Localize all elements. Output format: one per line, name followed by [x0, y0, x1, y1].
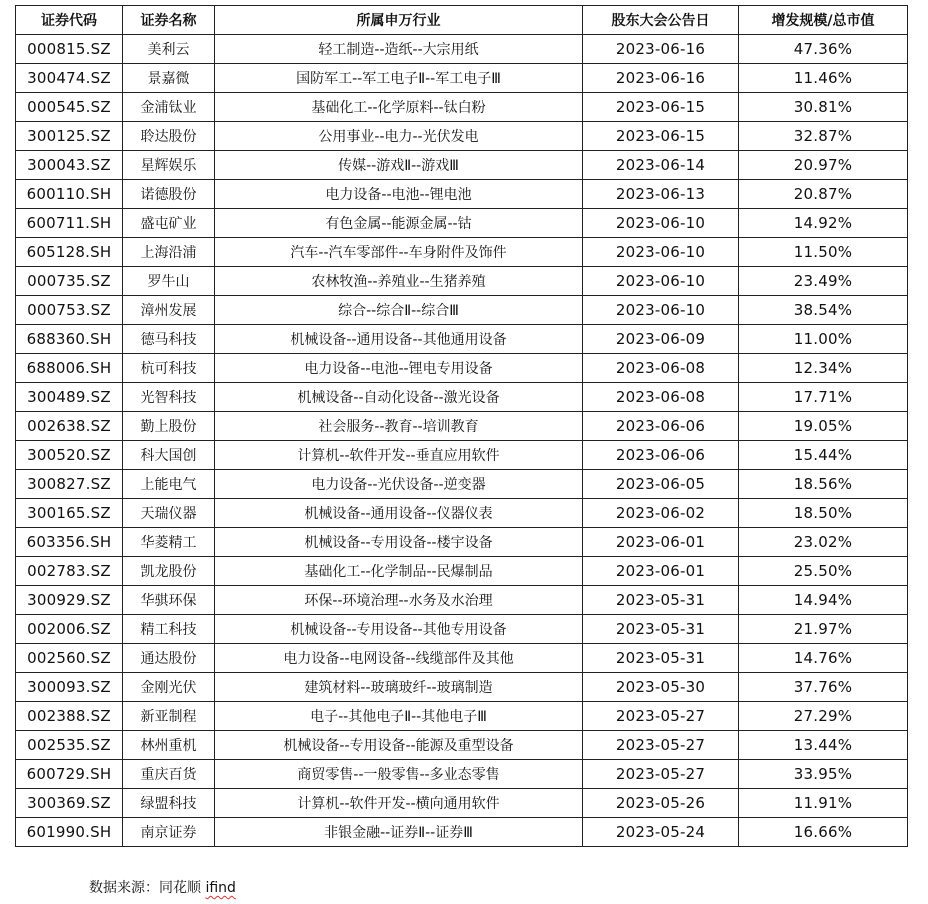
cell-meeting-date: 2023-06-16 [583, 64, 739, 93]
cell-meeting-date: 2023-06-01 [583, 528, 739, 557]
cell-industry: 国防军工--军工电子Ⅱ--军工电子Ⅲ [215, 64, 583, 93]
cell-meeting-date: 2023-05-31 [583, 586, 739, 615]
cell-name: 南京证券 [123, 818, 215, 847]
cell-ratio: 14.92% [739, 209, 908, 238]
cell-ratio: 19.05% [739, 412, 908, 441]
table-row [16, 93, 908, 122]
cell-meeting-date: 2023-06-08 [583, 354, 739, 383]
cell-industry: 机械设备--专用设备--其他专用设备 [215, 615, 583, 644]
header-ratio: 增发规模/总市值 [739, 6, 908, 35]
cell-industry: 机械设备--专用设备--楼宇设备 [215, 528, 583, 557]
cell-meeting-date: 2023-05-27 [583, 760, 739, 789]
cell-meeting-date: 2023-06-10 [583, 296, 739, 325]
table-row [16, 35, 908, 64]
cell-industry: 电力设备--光伏设备--逆变器 [215, 470, 583, 499]
cell-name: 盛屯矿业 [123, 209, 215, 238]
cell-code: 600729.SH [16, 760, 123, 789]
cell-ratio: 23.49% [739, 267, 908, 296]
cell-meeting-date: 2023-06-15 [583, 93, 739, 122]
cell-code: 300093.SZ [16, 673, 123, 702]
cell-industry: 汽车--汽车零部件--车身附件及饰件 [215, 238, 583, 267]
cell-name: 诺德股份 [123, 180, 215, 209]
cell-industry: 轻工制造--造纸--大宗用纸 [215, 35, 583, 64]
table-row [16, 267, 908, 296]
table-row [16, 673, 908, 702]
table-header [16, 6, 908, 35]
data-source-label: 数据来源：同花顺 [89, 880, 206, 896]
table-row [16, 238, 908, 267]
cell-ratio: 23.02% [739, 528, 908, 557]
table-body [16, 35, 908, 847]
header-meeting-date: 股东大会公告日 [583, 6, 739, 35]
cell-industry: 环保--环境治理--水务及水治理 [215, 586, 583, 615]
cell-code: 300369.SZ [16, 789, 123, 818]
placement-table [15, 5, 908, 847]
cell-industry: 电力设备--电池--锂电专用设备 [215, 354, 583, 383]
cell-code: 300043.SZ [16, 151, 123, 180]
header-row [16, 6, 908, 35]
cell-meeting-date: 2023-06-15 [583, 122, 739, 151]
cell-ratio: 14.94% [739, 586, 908, 615]
table-row [16, 470, 908, 499]
cell-industry: 机械设备--通用设备--仪器仪表 [215, 499, 583, 528]
cell-code: 002388.SZ [16, 702, 123, 731]
cell-code: 000753.SZ [16, 296, 123, 325]
cell-name: 光智科技 [123, 383, 215, 412]
table-row [16, 499, 908, 528]
header-industry: 所属申万行业 [215, 6, 583, 35]
cell-name: 金浦钛业 [123, 93, 215, 122]
cell-code: 300929.SZ [16, 586, 123, 615]
cell-ratio: 15.44% [739, 441, 908, 470]
table-row [16, 325, 908, 354]
cell-code: 688360.SH [16, 325, 123, 354]
cell-name: 科大国创 [123, 441, 215, 470]
cell-code: 300125.SZ [16, 122, 123, 151]
cell-meeting-date: 2023-06-08 [583, 383, 739, 412]
cell-ratio: 38.54% [739, 296, 908, 325]
cell-industry: 电力设备--电池--锂电池 [215, 180, 583, 209]
cell-industry: 电子--其他电子Ⅱ--其他电子Ⅲ [215, 702, 583, 731]
cell-ratio: 20.87% [739, 180, 908, 209]
cell-name: 天瑞仪器 [123, 499, 215, 528]
cell-industry: 传媒--游戏Ⅱ--游戏Ⅲ [215, 151, 583, 180]
cell-meeting-date: 2023-05-31 [583, 644, 739, 673]
cell-meeting-date: 2023-06-09 [583, 325, 739, 354]
cell-code: 603356.SH [16, 528, 123, 557]
cell-ratio: 18.56% [739, 470, 908, 499]
cell-industry: 非银金融--证券Ⅱ--证券Ⅲ [215, 818, 583, 847]
cell-industry: 基础化工--化学制品--民爆制品 [215, 557, 583, 586]
cell-meeting-date: 2023-05-30 [583, 673, 739, 702]
table-row [16, 702, 908, 731]
cell-name: 绿盟科技 [123, 789, 215, 818]
cell-ratio: 21.97% [739, 615, 908, 644]
cell-name: 华菱精工 [123, 528, 215, 557]
cell-industry: 农林牧渔--养殖业--生猪养殖 [215, 267, 583, 296]
cell-name: 杭可科技 [123, 354, 215, 383]
header-name: 证券名称 [123, 6, 215, 35]
cell-industry: 基础化工--化学原料--钛白粉 [215, 93, 583, 122]
data-source-name: ifind [205, 880, 236, 896]
cell-code: 002638.SZ [16, 412, 123, 441]
cell-code: 605128.SH [16, 238, 123, 267]
cell-meeting-date: 2023-06-06 [583, 441, 739, 470]
table-row [16, 151, 908, 180]
cell-name: 凯龙股份 [123, 557, 215, 586]
cell-code: 002006.SZ [16, 615, 123, 644]
table-row [16, 644, 908, 673]
data-source-note [89, 877, 236, 897]
table-row [16, 354, 908, 383]
cell-ratio: 18.50% [739, 499, 908, 528]
cell-meeting-date: 2023-06-01 [583, 557, 739, 586]
cell-industry: 电力设备--电网设备--线缆部件及其他 [215, 644, 583, 673]
cell-meeting-date: 2023-06-10 [583, 209, 739, 238]
cell-name: 漳州发展 [123, 296, 215, 325]
cell-ratio: 11.91% [739, 789, 908, 818]
cell-industry: 社会服务--教育--培训教育 [215, 412, 583, 441]
table-row [16, 209, 908, 238]
cell-ratio: 33.95% [739, 760, 908, 789]
cell-name: 星辉娱乐 [123, 151, 215, 180]
cell-meeting-date: 2023-06-06 [583, 412, 739, 441]
cell-ratio: 11.00% [739, 325, 908, 354]
cell-name: 通达股份 [123, 644, 215, 673]
table-row [16, 412, 908, 441]
cell-ratio: 12.34% [739, 354, 908, 383]
table-row [16, 383, 908, 412]
cell-name: 勤上股份 [123, 412, 215, 441]
cell-name: 美利云 [123, 35, 215, 64]
cell-industry: 建筑材料--玻璃玻纤--玻璃制造 [215, 673, 583, 702]
cell-ratio: 25.50% [739, 557, 908, 586]
cell-industry: 机械设备--通用设备--其他通用设备 [215, 325, 583, 354]
cell-ratio: 11.46% [739, 64, 908, 93]
cell-meeting-date: 2023-06-10 [583, 238, 739, 267]
cell-name: 景嘉微 [123, 64, 215, 93]
cell-industry: 公用事业--电力--光伏发电 [215, 122, 583, 151]
table-row [16, 64, 908, 93]
cell-code: 300474.SZ [16, 64, 123, 93]
cell-name: 聆达股份 [123, 122, 215, 151]
cell-meeting-date: 2023-06-10 [583, 267, 739, 296]
cell-meeting-date: 2023-06-05 [583, 470, 739, 499]
cell-meeting-date: 2023-05-26 [583, 789, 739, 818]
cell-code: 601990.SH [16, 818, 123, 847]
cell-meeting-date: 2023-06-16 [583, 35, 739, 64]
header-code: 证券代码 [16, 6, 123, 35]
cell-industry: 计算机--软件开发--垂直应用软件 [215, 441, 583, 470]
cell-meeting-date: 2023-05-27 [583, 702, 739, 731]
cell-industry: 有色金属--能源金属--钴 [215, 209, 583, 238]
table-row [16, 615, 908, 644]
table-row [16, 760, 908, 789]
cell-code: 000545.SZ [16, 93, 123, 122]
table-row [16, 557, 908, 586]
cell-name: 罗牛山 [123, 267, 215, 296]
table-row [16, 586, 908, 615]
cell-name: 新亚制程 [123, 702, 215, 731]
cell-meeting-date: 2023-05-31 [583, 615, 739, 644]
table-row [16, 180, 908, 209]
cell-meeting-date: 2023-06-14 [583, 151, 739, 180]
cell-code: 688006.SH [16, 354, 123, 383]
cell-code: 300520.SZ [16, 441, 123, 470]
cell-ratio: 32.87% [739, 122, 908, 151]
cell-ratio: 16.66% [739, 818, 908, 847]
cell-ratio: 30.81% [739, 93, 908, 122]
cell-industry: 机械设备--专用设备--能源及重型设备 [215, 731, 583, 760]
cell-industry: 综合--综合Ⅱ--综合Ⅲ [215, 296, 583, 325]
cell-name: 华骐环保 [123, 586, 215, 615]
cell-code: 600110.SH [16, 180, 123, 209]
cell-name: 精工科技 [123, 615, 215, 644]
cell-code: 300165.SZ [16, 499, 123, 528]
cell-ratio: 37.76% [739, 673, 908, 702]
cell-name: 重庆百货 [123, 760, 215, 789]
cell-code: 002783.SZ [16, 557, 123, 586]
cell-industry: 计算机--软件开发--横向通用软件 [215, 789, 583, 818]
cell-meeting-date: 2023-05-24 [583, 818, 739, 847]
cell-meeting-date: 2023-05-27 [583, 731, 739, 760]
cell-code: 002560.SZ [16, 644, 123, 673]
cell-code: 000815.SZ [16, 35, 123, 64]
cell-ratio: 14.76% [739, 644, 908, 673]
table-row [16, 528, 908, 557]
cell-industry: 机械设备--自动化设备--激光设备 [215, 383, 583, 412]
cell-ratio: 47.36% [739, 35, 908, 64]
cell-ratio: 20.97% [739, 151, 908, 180]
cell-meeting-date: 2023-06-02 [583, 499, 739, 528]
cell-code: 300489.SZ [16, 383, 123, 412]
cell-name: 上能电气 [123, 470, 215, 499]
table-row [16, 818, 908, 847]
table-row [16, 441, 908, 470]
cell-ratio: 13.44% [739, 731, 908, 760]
cell-ratio: 27.29% [739, 702, 908, 731]
table-row [16, 122, 908, 151]
cell-name: 德马科技 [123, 325, 215, 354]
cell-name: 上海沿浦 [123, 238, 215, 267]
cell-code: 600711.SH [16, 209, 123, 238]
cell-code: 002535.SZ [16, 731, 123, 760]
cell-ratio: 11.50% [739, 238, 908, 267]
table-row [16, 789, 908, 818]
cell-ratio: 17.71% [739, 383, 908, 412]
cell-name: 金刚光伏 [123, 673, 215, 702]
cell-code: 300827.SZ [16, 470, 123, 499]
cell-meeting-date: 2023-06-13 [583, 180, 739, 209]
cell-code: 000735.SZ [16, 267, 123, 296]
table-row [16, 296, 908, 325]
cell-name: 林州重机 [123, 731, 215, 760]
cell-industry: 商贸零售--一般零售--多业态零售 [215, 760, 583, 789]
table-row [16, 731, 908, 760]
